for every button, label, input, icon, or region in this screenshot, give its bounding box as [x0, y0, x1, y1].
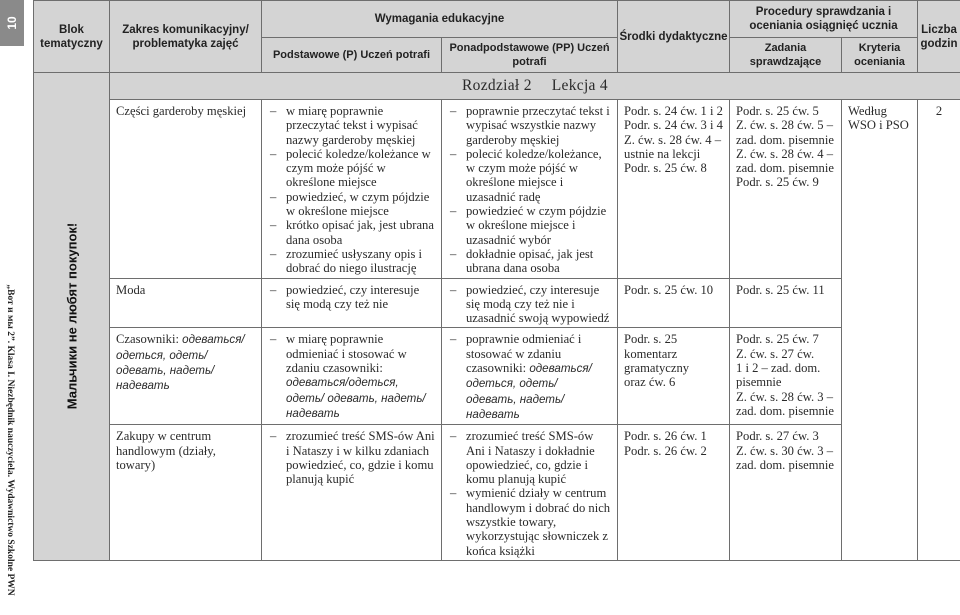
- list-item: – zrozumieć usłyszany opis i dobrać do niego ilustrację: [268, 247, 435, 276]
- zadania-line: Podr. s. 25 ćw. 7: [736, 332, 819, 347]
- kryteria-cell: Według WSO i PSO: [842, 100, 918, 561]
- zakres-cell: Części garderoby męskiej: [110, 100, 262, 279]
- zadania-cell: [730, 425, 842, 561]
- book-credit: „Вот и мы 2”. Klasa I. Niezbędnik nauczyciela. Wydawnictwo Szkolne PWN: [5, 284, 15, 596]
- pp-cell: [442, 278, 618, 328]
- zakres-cell: Czasowniki: одеваться/ одеться, одеть/одевать, надеть/надевать: [110, 328, 262, 425]
- list-item: – polecić koledze/koleżance w czym może pójść w określone miejsce: [268, 147, 435, 190]
- zadania-line: Podr. s. 25 ćw. 9: [736, 175, 819, 190]
- srodki-cell: [618, 425, 730, 561]
- zadania-line: Z. ćw. s. 28 ćw. 5 –: [736, 118, 834, 133]
- block-title: Мальчики не любят покупок!: [64, 223, 79, 410]
- list-item: – zrozumieć treść SMS-ów Ani i Nataszy i w kilku zdaniach powiedzieć, co, gdzie i komu planują kupić: [268, 429, 435, 486]
- pp-cell: [442, 328, 618, 425]
- list-item: – poprawnie odmieniać i stosować w zdaniu czasowniki: одеваться/одеться, одеть/ одевать, надеть/надевать: [448, 332, 611, 422]
- zadania-line: zad. dom. pisemnie: [736, 132, 834, 147]
- header-liczba: Liczba godzin: [918, 1, 960, 73]
- curriculum-table: [33, 0, 960, 561]
- srodki-cell: [618, 100, 730, 279]
- zadania-line: zad. dom. pisemnie: [736, 161, 834, 176]
- zadania-cell: [730, 100, 842, 279]
- list-item: – krótko opisać jak, jest ubrana dana osoba: [268, 218, 435, 247]
- p-cell: [262, 425, 442, 561]
- srodki-line: Podr. s. 25 ćw. 8: [624, 161, 707, 176]
- liczba-cell: 2: [918, 100, 960, 561]
- block-title-cell: [34, 73, 110, 561]
- page-number: 10: [0, 0, 24, 46]
- header-wymagania: Wymagania edukacyjne: [262, 1, 618, 38]
- srodki-line: Podr. s. 24 ćw. 1 i 2: [624, 104, 723, 118]
- zadania-line: zad. dom. pisemnie: [736, 457, 834, 472]
- list-item: – dokładnie opisać, jak jest ubrana dana osoba: [448, 247, 611, 276]
- header-podstawowe: Podstawowe (P) Uczeń potrafi: [262, 38, 442, 73]
- zadania-cell: [730, 328, 842, 425]
- list-item: – poprawnie przeczytać tekst i wypisać wszystkie nazwy garderoby męskiej: [448, 104, 611, 147]
- zadania-line: Z. ćw. s. 30 ćw. 3 –: [736, 443, 834, 458]
- header-srodki: Środki dydaktyczne: [618, 1, 730, 73]
- list-item: – powiedzieć, w czym pójdzie w określone miejsce: [268, 190, 435, 219]
- srodki-line: oraz ćw. 6: [624, 375, 676, 390]
- header-zadania: Zadania sprawdzające: [730, 38, 842, 73]
- zadania-line: Z. ćw. s. 27 ćw.: [736, 346, 815, 361]
- list-item: – zrozumieć treść SMS-ów Ani i Nataszy i dokładnie opowiedzieć, co, gdzie i komu planują kupić: [448, 429, 611, 486]
- list-item: – w miarę poprawnie odmieniać i stosować w zdaniu czasowniki: одеваться/одеться, одеть/ одевать, надеть/надевать: [268, 332, 435, 421]
- header-kryteria: Kryteria oceniania: [842, 38, 918, 73]
- lesson-label: Lekcja 4: [551, 77, 608, 94]
- list-item: – powiedzieć w czym pójdzie w określone miejsce i uzasadnić wybór: [448, 204, 611, 247]
- srodki-line: Podr. s. 25 komentarz gramatyczny: [624, 332, 690, 376]
- zadania-line: Z. ćw. s. 28 ćw. 4 –: [736, 146, 834, 161]
- p-cell: [262, 100, 442, 279]
- pp-cell: [442, 100, 618, 279]
- lesson-banner: [110, 73, 960, 100]
- header-blok: Blok tematyczny: [34, 1, 110, 73]
- srodki-cell: [618, 328, 730, 425]
- header-procedury: Procedury sprawdzania i oceniania osiągnięć ucznia: [730, 1, 918, 38]
- list-item: – polecić koledze/koleżance, w czym może pójść w określone miejsce i uzasadnić radę: [448, 147, 611, 204]
- srodki-line: Podr. s. 25 ćw. 10: [624, 282, 714, 297]
- srodki-line: Z. ćw. s. 28 ćw. 4 –: [624, 132, 722, 147]
- zadania-cell: [730, 278, 842, 328]
- zakres-cell: Moda: [110, 278, 262, 328]
- srodki-line: Podr. s. 24 ćw. 3 i 4: [624, 118, 723, 133]
- zakres-cell: Zakupy w centrum handlowym (działy, towary): [110, 425, 262, 561]
- zadania-line: Podr. s. 27 ćw. 3: [736, 429, 819, 444]
- list-item: – wymienić działy w centrum handlowym i dobrać do nich wszystkie towary, wykorzystując słowniczek z końca książki: [448, 486, 611, 557]
- list-item: – powiedzieć, czy interesuje się modą czy też nie i uzasadnić swoją wypowiedź: [448, 283, 611, 326]
- list-item: – powiedzieć, czy interesuje się modą czy też nie: [268, 283, 435, 312]
- p-cell: [262, 278, 442, 328]
- p-cell: [262, 328, 442, 425]
- srodki-line: ustnie na lekcji: [624, 146, 701, 161]
- header-ponadpodstawowe: Ponadpodstawowe (PP) Uczeń potrafi: [442, 38, 618, 73]
- srodki-cell: [618, 278, 730, 328]
- zadania-line: zad. dom. pisemnie: [736, 403, 834, 418]
- zadania-line: Podr. s. 25 ćw. 11: [736, 282, 825, 297]
- list-item: – w miarę poprawnie przeczytać tekst i wypisać nazwy garderoby męskiej: [268, 104, 435, 147]
- chapter-label: Rozdział 2: [462, 77, 532, 94]
- pp-cell: [442, 425, 618, 561]
- zadania-line: pisemnie: [736, 375, 782, 390]
- srodki-line: Podr. s. 26 ćw. 2: [624, 443, 707, 458]
- zadania-line: Podr. s. 25 ćw. 5: [736, 104, 819, 118]
- header-zakres: Zakres komunikacyjny/ problematyka zajęć: [110, 1, 262, 73]
- srodki-line: Podr. s. 26 ćw. 1: [624, 429, 707, 444]
- zadania-line: Z. ćw. s. 28 ćw. 3 –: [736, 389, 834, 404]
- zadania-line: 1 i 2 – zad. dom.: [736, 361, 821, 376]
